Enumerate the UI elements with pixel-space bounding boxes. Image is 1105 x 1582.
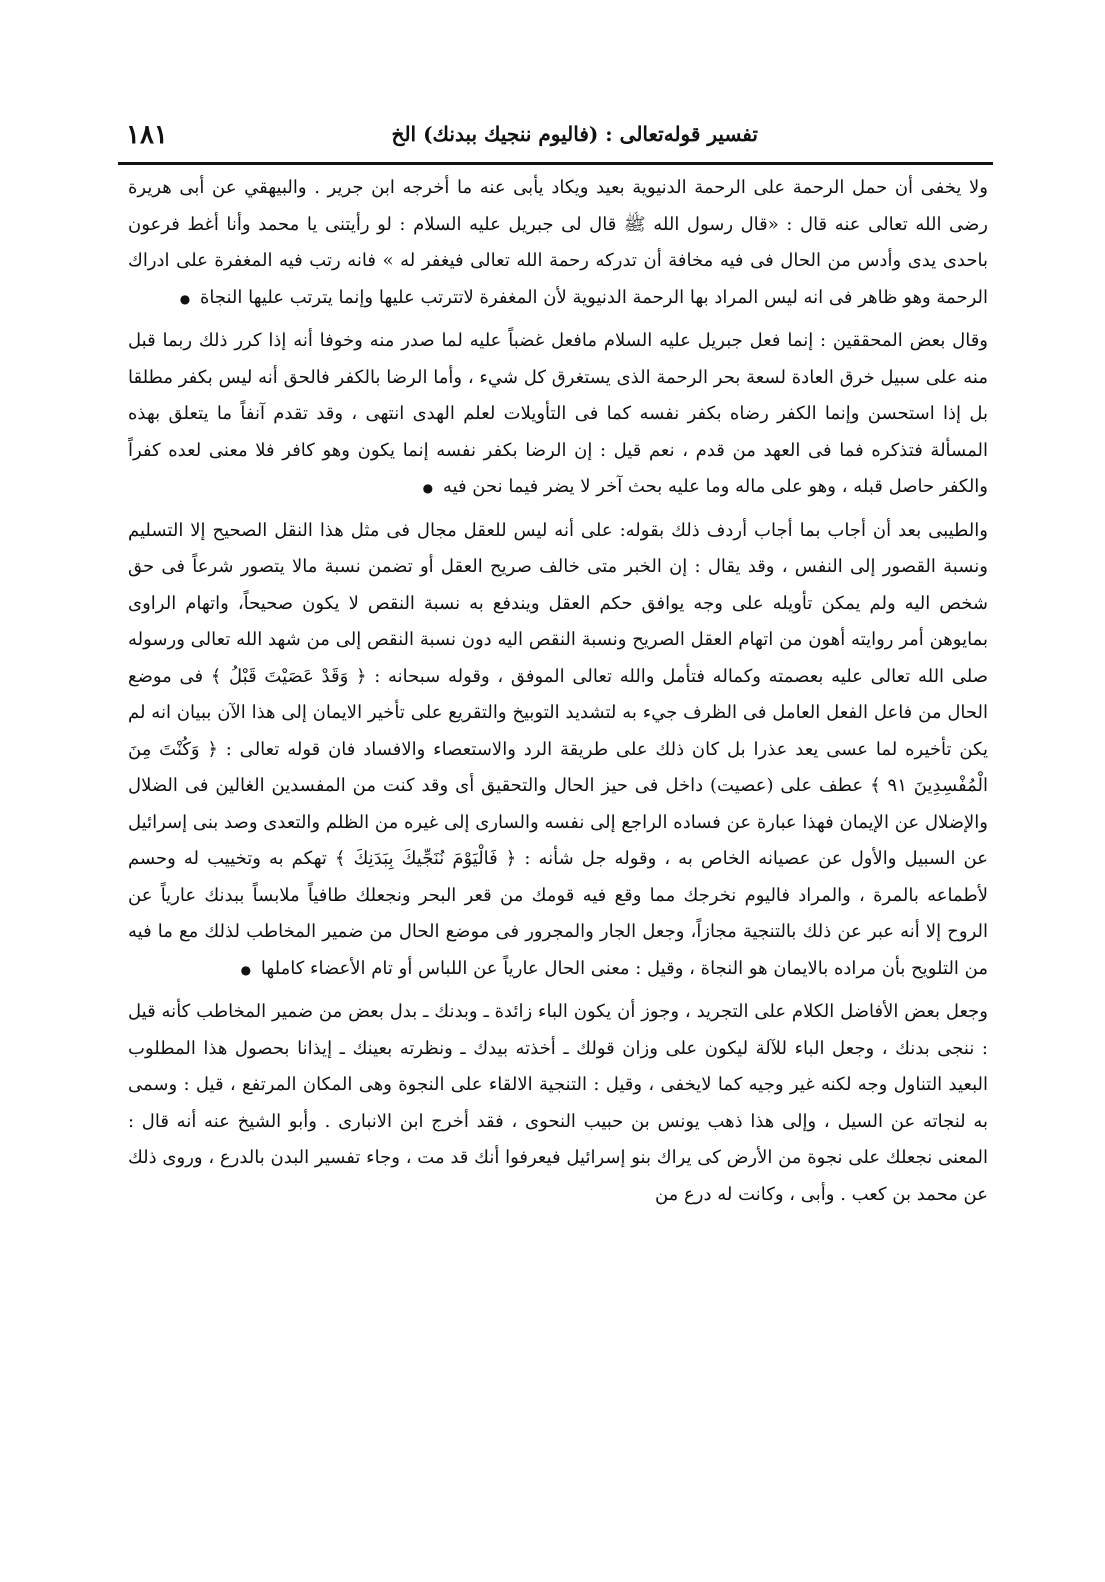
paragraph-3-text: والطيبى بعد أن أجاب بما أجاب أردف ذلك بقوله: على أنه ليس للعقل مجال فى مثل هذا النقل الصحيح إلا التسليم ونسبة القصور إلى النفس ، وقد يقال : إن الخبر متى خالف صريح العقل أو تضمن نسبة مالا يتصور شرعاً فى حق شخص اليه ولم يمكن تأويله على وجه يوافق حكم العقل ويندفع به نسبة النقص لا يكون صحيحاً، واتهام الراوى بمايوهن أمر روايته أهون من اتهام العقل الصريح ونسبة النقص اليه دون نسبة النقص إلى من شهد الله تعالى ورسوله صلى الله تعالى عليه بعصمته وكماله فتأمل والله تعالى الموفق ، وقوله سبحانه : ﴿ وَقَدْ عَصَيْتَ قَبْلُ ﴾ فى موضع الحال من فاعل الفعل العامل فى الظرف جيء به لتشديد التوبيخ والتقريع على تأخير الايمان إلى هذا الآن ببيان انه لم يكن تأخيره لما عسى يعد عذرا بل كان ذلك على طريقة الرد والاستعصاء والافساد فان قوله تعالى : ﴿ وَكُنْتَ مِنَ الْمُفْسِدِينَ ٩١ ﴾ عطف على (عصيت) داخل فى حيز الحال والتحقيق أى وقد كنت من المفسدين الغالين فى الضلال والإضلال عن الإيمان فهذا عبارة عن فساده الراجع إلى نفسه والسارى إلى غيره من الظلم والتعدى وصد بنى إسرائيل عن السبيل والأول عن عصيانه الخاص به ، وقوله جل شأنه : ﴿ فَالْيَوْمَ نُنَجِّيكَ بِبَدَنِكَ ﴾ تهكم به وتخييب له وحسم لأطماعه بالمرة ، والمراد فاليوم نخرجك مما وقع فيه قومك من قعر البحر ونجعلك طافياً ملابساً ببدنك عارياً عن الروح إلا أنه عبر عن ذلك بالتنجية مجازاً، وجعل الجار والمجرور فى موضع الحال من ضمير المخاطب لذلك مع ما فيه من التلويح بأن مراده بالايمان هو النجاة ، وقيل : معنى الحال عارياً عن اللباس أو تام الأعضاء كاملها [128,519,988,979]
running-title: تفسير قوله‌تعالى : (فاليوم ننجيك ببدنك) الخ [391,122,758,146]
paragraph-4-text: وجعل بعض الأفاضل الكلام على التجريد ، وجوز أن يكون الباء زائدة ـ وبدنك ـ بدل بعض من ضمير المخاطب كأنه قيل : ننجى بدنك ، وجعل الباء للآلة ليكون على وزان قولك ـ أخذته بيدك ـ ونظرته بعينك ـ إيذانا بحصول هذا المطلوب البعيد التناول وجه لكنه غير وجيه كما لايخفى ، وقيل : التنجية الالقاء على النجوة وهى المكان المرتفع ، قيل : وسمى به لنجاته عن السيل ، وإلى هذا ذهب يونس بن حبيب النحوى ، فقد أخرج ابن الانبارى . وأبو الشيخ عنه أنه قال : المعنى نجعلك على نجوة من الأرض كى يراك بنو إسرائيل فيعرفوا أنك قد مت ، وجاء تفسير البدن بالدرع ، وروى ذلك عن محمد بن كعب . وأبى ، وكانت له درع من [128,1001,988,1205]
paragraph-3 [128,513,988,989]
paragraph-2 [128,323,988,507]
paragraph-end-mark: ● [422,481,434,495]
header-rule [118,162,993,165]
paragraph-1-text: ولا يخفى أن حمل الرحمة على الرحمة الدنيوية بعيد ويكاد يأبى عنه ما أخرجه ابن جرير . والبيهقي عن أبى هريرة رضى الله تعالى عنه قال : «قال رسول الله ﷺ قال لى جبريل عليه السلام : لو رأيتنى يا محمد وأنا أغط فرعون باحدى يدى وأدس من الحال فى فيه مخافة أن تدركه رحمة الله تعالى فيغفر له » فانه رتب فيه المغفرة على ادراك الرحمة وهو ظاهر فى انه ليس المراد بها الرحمة الدنيوية لأن المغفرة لاتترتب عليها وإنما يترتب عليها النجاة [128,177,988,308]
page-number: ١٨١ [126,120,168,150]
page-header [118,120,993,166]
paragraph-end-mark: ● [179,291,191,306]
paragraph-end-mark: ● [240,962,252,977]
paragraph-2-text: وقال بعض المحققين : إنما فعل جبريل عليه السلام مافعل غضباً عليه لما صدر منه وخوفا أنه إذا كرر ذلك ربما قبل منه على سبيل خرق العادة لسعة بحر الرحمة الذى يستغرق كل شيء ، وأما الرضا بالكفر فالحق أنه ليس بكفر مطلقا بل إذا استحسن وإنما الكفر رضاه بكفر نفسه كما فى التأويلات لعلم الهدى انتهى ، وقد تقدم آنفاً ما يتعلق بهذه المسألة فتذكره فما فى العهد من قدم ، نعم قيل : إن الرضا بكفر نفسه إنما يكون وهو كافر فلا معنى لعده كفراً والكفر حاصل قبله ، وهو على ماله وما عليه بحث آخر لا يضر فيما نحن فيه [128,330,988,497]
paragraph-4 [128,994,988,1213]
paragraph-1 [128,170,988,317]
page-body [128,170,988,1570]
